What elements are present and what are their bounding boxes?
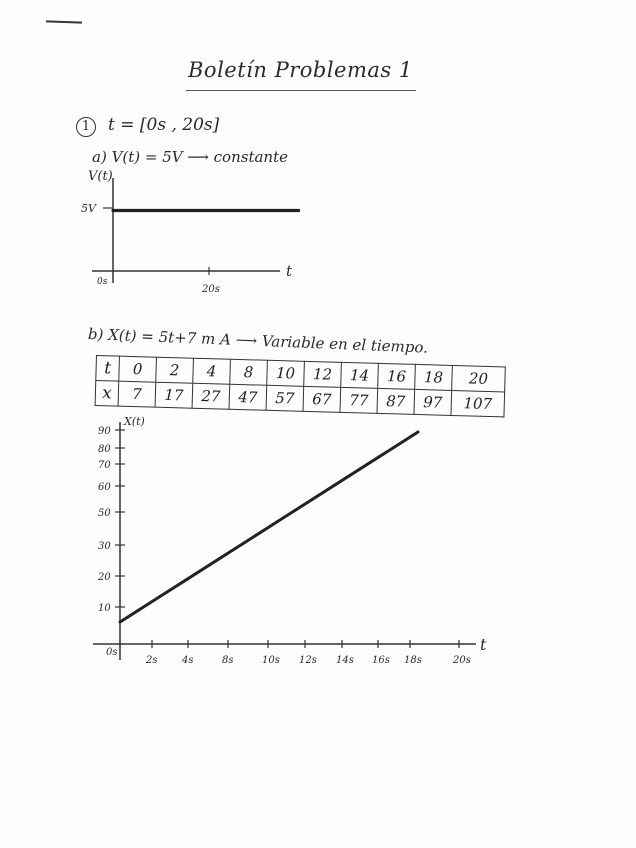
y-axis-label: V(t) bbox=[88, 169, 113, 184]
x-tick-label: 16s bbox=[372, 655, 390, 666]
time-interval: t = [0s , 20s] bbox=[108, 115, 220, 135]
part-b-equation: b) X(t) = 5t+7 m A ⟶ Variable en el tiempo. bbox=[87, 325, 429, 357]
table-cell: 77 bbox=[340, 387, 378, 413]
x-tick-label: 2s bbox=[146, 655, 158, 666]
y-tick-label: 30 bbox=[98, 541, 111, 552]
x-tick-label: 14s bbox=[336, 655, 354, 666]
table-cell: 4 bbox=[193, 358, 231, 384]
table-cell: 67 bbox=[303, 386, 341, 412]
y-tick-label: 90 bbox=[98, 426, 111, 437]
y-tick-label: 10 bbox=[98, 603, 111, 614]
table-cell: 17 bbox=[155, 382, 193, 408]
table-cell: 87 bbox=[377, 388, 415, 414]
table-cell: 16 bbox=[378, 363, 416, 389]
table-cell: 7 bbox=[118, 381, 156, 407]
x-axis-label: t bbox=[286, 262, 293, 280]
x-tick-label: 0s bbox=[106, 647, 118, 658]
table-cell: 8 bbox=[230, 359, 268, 385]
y-tick-label: 5V bbox=[81, 202, 96, 215]
y-tick-label: 70 bbox=[98, 460, 111, 471]
y-tick-label: 60 bbox=[98, 482, 111, 493]
table-cell: 2 bbox=[156, 357, 194, 383]
table-cell: 14 bbox=[341, 362, 379, 388]
problem-number: 1 bbox=[76, 117, 96, 137]
table-cell: 10 bbox=[267, 360, 305, 386]
y-tick-label: 80 bbox=[98, 444, 111, 455]
x-tick-label: 8s bbox=[222, 655, 234, 666]
series-line bbox=[120, 432, 418, 622]
table-cell: 0 bbox=[119, 356, 157, 382]
x-axis-label: t bbox=[480, 635, 487, 654]
table-cell: 18 bbox=[415, 364, 453, 390]
table-cell: 57 bbox=[266, 385, 304, 411]
x-tick-label-20: 20s bbox=[202, 284, 220, 295]
x-tick-label: 20s bbox=[453, 655, 471, 666]
table-cell: 97 bbox=[414, 389, 452, 415]
x-tick-label-0: 0s bbox=[97, 277, 108, 287]
x-tick-label: 18s bbox=[404, 655, 422, 666]
table-cell: 20 bbox=[452, 365, 506, 391]
table-cell: 107 bbox=[451, 390, 505, 416]
y-tick-label: 20 bbox=[98, 572, 111, 583]
x-tick-label: 10s bbox=[262, 655, 280, 666]
page-title: Boletín Problemas 1 bbox=[188, 58, 413, 82]
table-cell: t bbox=[96, 356, 120, 382]
x-tick-label: 4s bbox=[182, 655, 194, 666]
table-cell: x bbox=[95, 381, 119, 407]
y-axis-label: X(t) bbox=[124, 415, 145, 428]
x-tick-label: 12s bbox=[299, 655, 317, 666]
table-cell: 27 bbox=[192, 383, 230, 409]
table-cell: 47 bbox=[229, 384, 267, 410]
table-cell: 12 bbox=[304, 361, 342, 387]
y-tick-label: 50 bbox=[98, 508, 111, 519]
part-a-equation: a) V(t) = 5V ⟶ constante bbox=[92, 148, 288, 166]
